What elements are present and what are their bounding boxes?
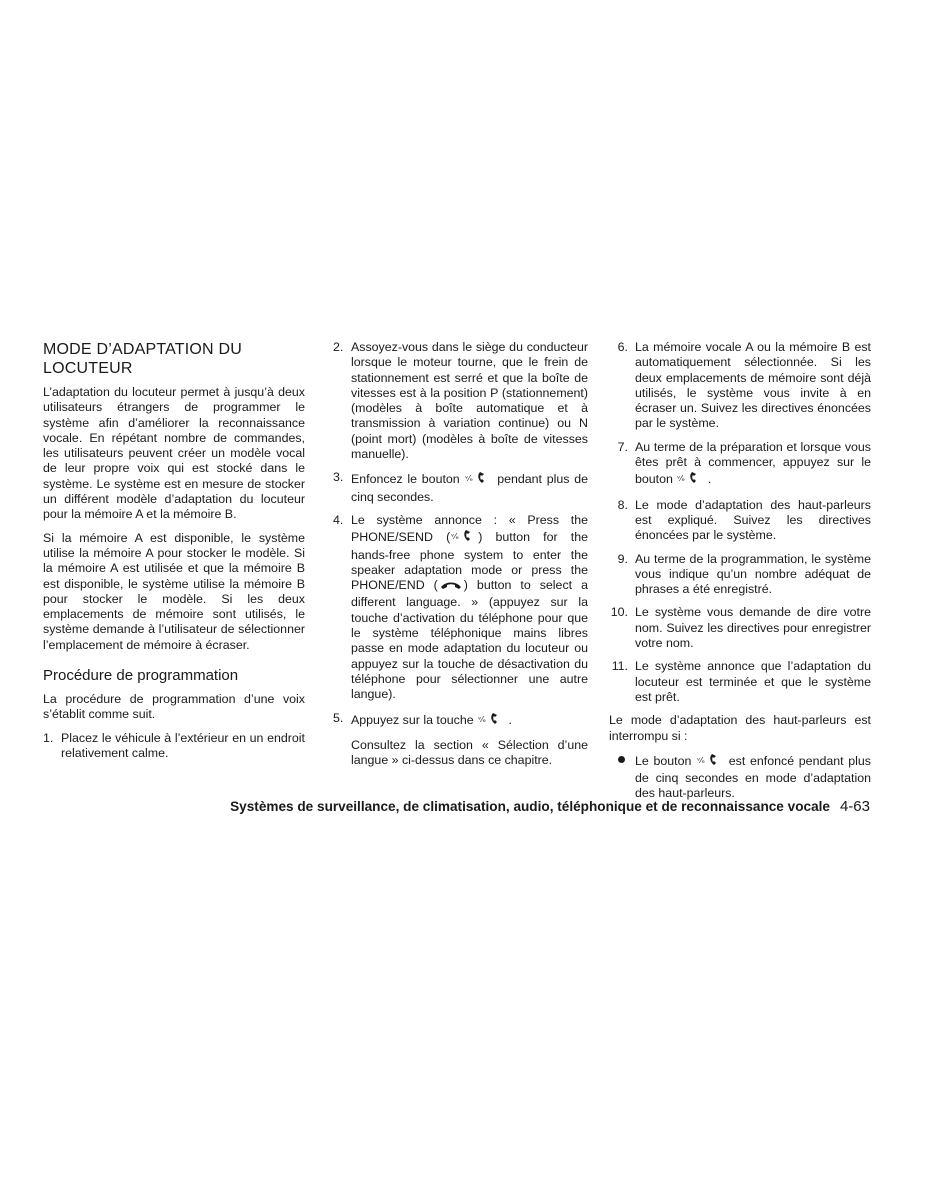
step-text: Appuyez sur la touche	[351, 712, 474, 727]
step-11	[609, 659, 871, 705]
bullet-dot	[618, 756, 625, 763]
page-footer	[0, 798, 870, 816]
step-text: La mémoire vocale A ou la mémoire B est automatiquement sélectionnée. Si les deux emplacements de mémoire sont déjà utilisés, le système vous invite à en écraser un. Suivez les directives énoncées par le système.	[635, 340, 871, 431]
page-number: 4-63	[839, 798, 870, 815]
step-number: 9.	[617, 551, 628, 566]
language-note: Consultez la section « Sélection d’une langue » ci-dessus dans ce chapitre.	[351, 737, 588, 768]
step-6	[609, 340, 871, 432]
step-text: Enfoncez le bouton	[351, 472, 460, 487]
procedure-intro: La procédure de programmation d’une voix s’établit comme suit.	[43, 692, 305, 722]
interrupt-paragraph: Le mode d’adaptation des haut-parleurs est interrompu si :	[609, 713, 871, 743]
step-text: Assoyez-vous dans le siège du conducteur lorsque le moteur tourne, que le frein de stationnement est serré et que la boîte de vitesses est à la position P (stationnement) (modèles à boîte automatique et à transmission à variation continue) ou N (point mort) (modèles à boîte de vitesses manuelle).	[351, 340, 588, 462]
phone-send-voice-icon	[451, 528, 477, 547]
step-text-cont: ) button for the hands-free phone system to enter the speaker adaptation mode or press the PHONE/END (	[351, 530, 589, 593]
step-4	[333, 513, 588, 703]
bullet-text: Le bouton	[635, 753, 692, 768]
phone-send-voice-icon	[697, 752, 723, 771]
phone-send-voice-icon	[677, 470, 703, 489]
column-3	[609, 340, 871, 802]
step-number: 5.	[333, 710, 344, 725]
steps-list-1	[43, 731, 305, 762]
step-number: 7.	[617, 439, 628, 454]
step-number: 2.	[333, 340, 344, 354]
step-text: Le système annonce : « Press the PHONE/SEND (	[351, 512, 588, 545]
memory-paragraph: Si la mémoire A est disponible, le système utilise la mémoire A pour stocker le modèle. Si la mémoire A est utilisée et que la mémoire B est disponible, le système utilise la mémoire B pour stocker le modèle. Si les deux emplacements de mémoire sont utilisés, le système demande à l’utilisateur de sélectionner l’emplacement de mémoire à écraser.	[43, 530, 305, 652]
step-5	[333, 711, 588, 730]
svg-text:ᵛ⁄ₑ: ᵛ⁄ₑ	[677, 474, 686, 484]
svg-text:ᵛ⁄ₑ: ᵛ⁄ₑ	[451, 532, 460, 542]
steps-list-3	[609, 340, 871, 705]
step-9	[609, 552, 871, 598]
bullet-item	[609, 752, 871, 802]
bullet-text-cont: est enfoncé pendant plus de cinq secondes en mode d’adaptation des haut-parleurs.	[635, 753, 871, 801]
step-text-cont: .	[707, 472, 712, 487]
column-1	[43, 340, 305, 769]
step-text: Placez le véhicule à l’extérieur en un endroit relativement calme.	[61, 730, 305, 760]
step-text: Le système annonce que l’adaptation du locuteur est terminée et que le système est prêt.	[635, 659, 871, 704]
step-2	[333, 340, 588, 462]
step-text-cont: ) button to select a different language. » (appuyez sur la touche d’activation du téléphone pour que le système téléphonique mains libres passe en mode adaptation du locuteur ou appuyez sur la touche de désactivation du téléphone pour sélectionner une autre langue).	[351, 578, 588, 702]
step-number: 11.	[611, 659, 628, 674]
intro-paragraph: L’adaptation du locuteur permet à jusqu’à deux utilisateurs étrangers de programmer le système afin d’améliorer la reconnaissance vocale. En répétant nombre de commandes, les utilisateurs peuvent créer un modèle vocal de leur propre voix qui est stocké dans le système. Le système est en mesure de stocker un différent modèle d’adaptation du locuteur pour la mémoire A et la mémoire B.	[43, 385, 305, 522]
svg-text:ᵛ⁄ₑ: ᵛ⁄ₑ	[697, 755, 706, 765]
footer-section-title: Systèmes de surveillance, de climatisation, audio, téléphonique et de reconnaissance vocale	[230, 799, 830, 814]
step-text: Au terme de la préparation et lorsque vous êtes prêt à commencer, appuyez sur le bouton	[635, 439, 871, 487]
step-text: Au terme de la programmation, le système vous indique qu’un nombre adéquat de phrases a été enregistré.	[635, 551, 871, 597]
phone-send-voice-icon	[478, 711, 504, 730]
step-10	[609, 605, 871, 651]
column-2	[333, 340, 588, 776]
phone-end-icon	[439, 579, 463, 595]
step-text: Le mode d’adaptation des haut-parleurs est expliqué. Suivez les directives énoncées par le système.	[635, 497, 871, 543]
steps-list-2	[333, 340, 588, 730]
step-1	[43, 731, 305, 762]
step-text-cont: pendant plus de cinq secondes.	[351, 472, 588, 504]
section-title: MODE D’ADAPTATION DU LOCUTEUR	[43, 341, 242, 377]
step-number: 6.	[617, 340, 628, 354]
svg-text:ᵛ⁄ₑ: ᵛ⁄ₑ	[478, 714, 487, 724]
step-text-cont: .	[508, 712, 512, 727]
step-number: 1.	[43, 730, 54, 745]
step-number: 4.	[333, 512, 344, 527]
step-number: 3.	[333, 470, 344, 485]
step-number: 8.	[617, 497, 628, 512]
subsection-title: Procédure de programmation	[43, 667, 239, 685]
step-text: Le système vous demande de dire votre nom. Suivez les directives pour enregistrer votre nom.	[635, 605, 871, 651]
step-number: 10.	[610, 605, 628, 620]
phone-send-voice-icon	[465, 470, 491, 489]
svg-text:ᵛ⁄ₑ: ᵛ⁄ₑ	[465, 474, 474, 484]
step-3	[333, 470, 588, 505]
step-7	[609, 440, 871, 490]
step-8	[609, 498, 871, 544]
